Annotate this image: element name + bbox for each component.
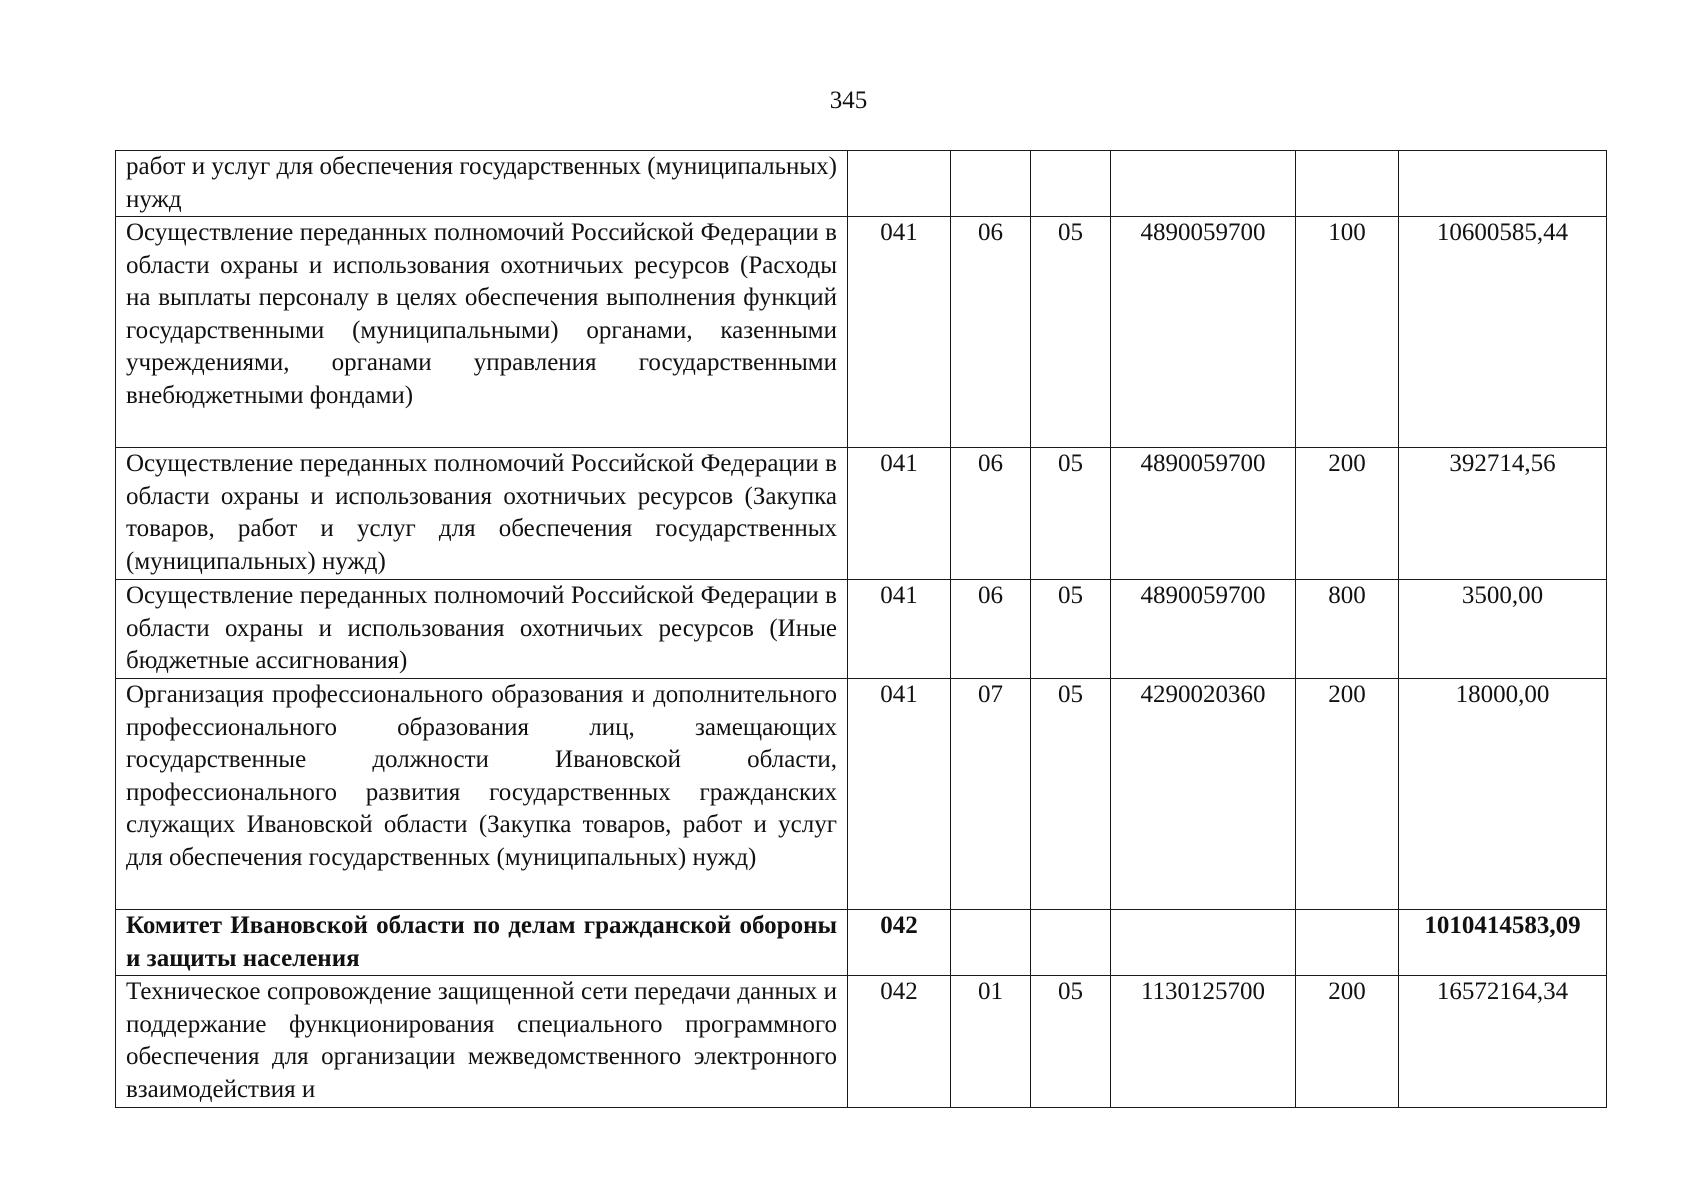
row-target: 4890059700 — [1111, 580, 1296, 679]
row-description: Осуществление переданных полномочий Российской Федерации в области охраны и использования охотничьих ресурсов (Расходы на выплаты персоналу в целях обеспечения выполнения функций государственными (муниципальными) органами, казенными учреждениями, органами управления государственными внебюджетными фондами) — [116, 217, 848, 448]
page-number: 345 — [829, 87, 868, 114]
row-description: работ и услуг для обеспечения государственных (муниципальных) нужд — [116, 151, 848, 217]
row-expense-type: 200 — [1296, 976, 1399, 1108]
row-target: 1130125700 — [1111, 976, 1296, 1108]
row-target: 4890059700 — [1111, 448, 1296, 580]
row-code: 041 — [848, 217, 951, 448]
budget-table — [115, 150, 1607, 1108]
row-amount: 1010414583,09 — [1399, 910, 1607, 976]
table-row — [116, 580, 1607, 679]
row-expense-type — [1296, 151, 1399, 217]
row-description: Комитет Ивановской области по делам гражданской обороны и защиты населения — [116, 910, 848, 976]
table-row — [116, 679, 1607, 910]
row-amount — [1399, 151, 1607, 217]
row-description: Осуществление переданных полномочий Российской Федерации в области охраны и использования охотничьих ресурсов (Иные бюджетные ассигнования) — [116, 580, 848, 679]
row-section: 01 — [951, 976, 1031, 1108]
row-subsection: 05 — [1031, 679, 1111, 910]
row-section: 06 — [951, 448, 1031, 580]
row-code: 042 — [848, 976, 951, 1108]
row-code: 041 — [848, 679, 951, 910]
row-description: Осуществление переданных полномочий Российской Федерации в области охраны и использования охотничьих ресурсов (Закупка товаров, работ и услуг для обеспечения государственных (муниципальных) нужд) — [116, 448, 848, 580]
row-section — [951, 151, 1031, 217]
table-row — [116, 448, 1607, 580]
table-row — [116, 976, 1607, 1108]
row-description: Организация профессионального образования и дополнительного профессионального образования лиц, замещающих государственные должности Ивановской области, профессионального развития государственных гражданских служащих Ивановской области (Закупка товаров, работ и услуг для обеспечения государственных (муниципальных) нужд) — [116, 679, 848, 910]
row-code: 042 — [848, 910, 951, 976]
row-expense-type — [1296, 910, 1399, 976]
row-subsection: 05 — [1031, 448, 1111, 580]
row-expense-type: 200 — [1296, 448, 1399, 580]
row-amount: 10600585,44 — [1399, 217, 1607, 448]
row-code: 041 — [848, 448, 951, 580]
row-target — [1111, 910, 1296, 976]
row-section: 06 — [951, 580, 1031, 679]
row-expense-type: 800 — [1296, 580, 1399, 679]
row-expense-type: 200 — [1296, 679, 1399, 910]
row-amount: 18000,00 — [1399, 679, 1607, 910]
row-section: 07 — [951, 679, 1031, 910]
row-target — [1111, 151, 1296, 217]
row-code: 041 — [848, 580, 951, 679]
row-section: 06 — [951, 217, 1031, 448]
row-subsection: 05 — [1031, 217, 1111, 448]
table-row — [116, 217, 1607, 448]
row-amount: 16572164,34 — [1399, 976, 1607, 1108]
row-subsection: 05 — [1031, 976, 1111, 1108]
row-code — [848, 151, 951, 217]
row-expense-type: 100 — [1296, 217, 1399, 448]
table-row — [116, 151, 1607, 217]
row-subsection — [1031, 151, 1111, 217]
row-amount: 3500,00 — [1399, 580, 1607, 679]
row-subsection: 05 — [1031, 580, 1111, 679]
row-subsection — [1031, 910, 1111, 976]
row-target: 4290020360 — [1111, 679, 1296, 910]
row-description: Техническое сопровождение защищенной сети передачи данных и поддержание функционирования специального программного обеспечения для организации межведомственного электронного взаимодействия и — [116, 976, 848, 1108]
row-target: 4890059700 — [1111, 217, 1296, 448]
row-section — [951, 910, 1031, 976]
table-row-section-header — [116, 910, 1607, 976]
row-amount: 392714,56 — [1399, 448, 1607, 580]
